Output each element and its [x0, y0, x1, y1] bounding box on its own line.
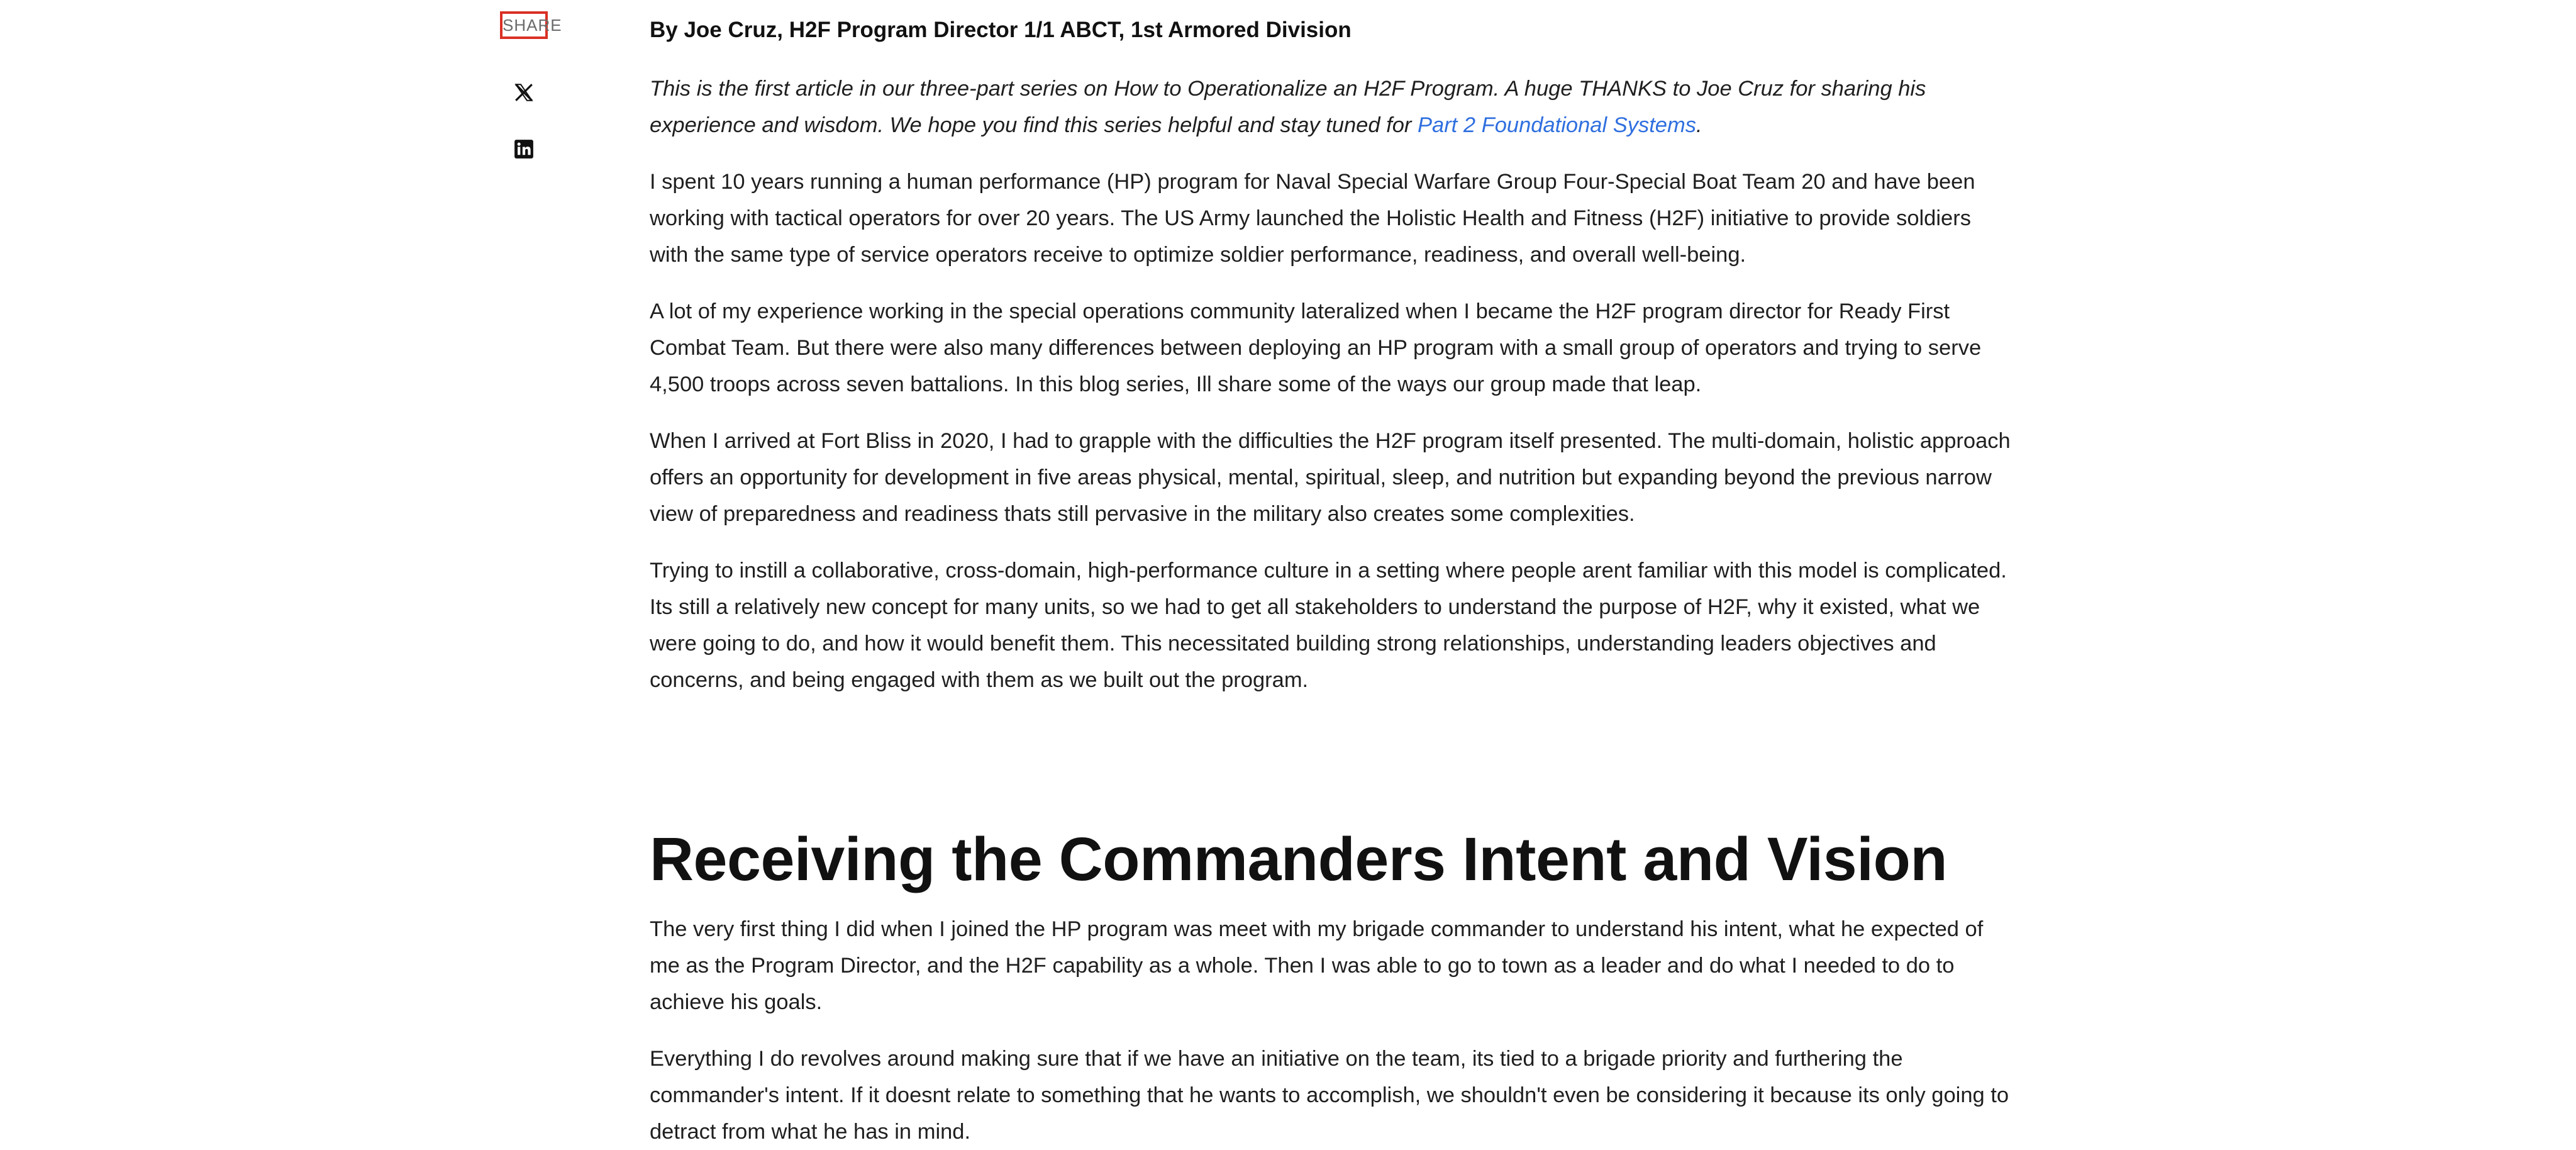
section-paragraphs [650, 911, 2014, 1150]
intro-text: This is the first article in our three-part series on How to Operationalize an H2F Program. A huge THANKS to Joe Cruz for sharing his experience and wisdom. We hope you find this series helpful and stay tuned for [650, 77, 1926, 137]
x-twitter-icon[interactable] [513, 82, 535, 103]
paragraph: When I arrived at Fort Bliss in 2020, I had to grapple with the difficulties the H2F program itself presented. The multi-domain, holistic approach offers an opportunity for development in five areas physical, mental, spiritual, sleep, and nutrition but expanding beyond the previous narrow view of preparedness and readiness thats still pervasive in the military also creates some complexities. [650, 429, 2011, 526]
part-2-link[interactable]: Part 2 Foundational Systems [1418, 113, 1696, 137]
paragraph: Everything I do revolves around making sure that if we have an initiative on the team, its tied to a brigade priority and furthering the commander's intent. If it doesnt relate to something that he wants to accomplish, we shouldn't even be considering it because its only going to detract from what he has in mind. [650, 1047, 2009, 1144]
share-rail [500, 11, 562, 160]
section-heading: Receiving the Commanders Intent and Vision [650, 825, 1948, 893]
intro-after: . [1696, 113, 1702, 137]
share-label: SHARE [500, 11, 548, 39]
intro-paragraph [650, 70, 2014, 143]
linkedin-icon[interactable] [513, 138, 535, 160]
byline: By Joe Cruz, H2F Program Director 1/1 ABCT, 1st Armored Division [650, 18, 1352, 42]
paragraph: A lot of my experience working in the special operations community lateralized when I became the H2F program director for Ready First Combat Team. But there were also many differences between deploying an HP program with a small group of operators and trying to serve 4,500 troops across seven battalions. In this blog series, Ill share some of the ways our group made that leap. [650, 299, 1982, 396]
paragraph: I spent 10 years running a human performance (HP) program for Naval Special Warfare Group Four-Special Boat Team 20 and have been working with tactical operators for over 20 years. The US Army launched the Holistic Health and Fitness (H2F) initiative to provide soldiers with the same type of service operators receive to optimize soldier performance, readiness, and overall well-being. [650, 170, 1975, 267]
article-body [650, 0, 2014, 1150]
paragraph: The very first thing I did when I joined the HP program was meet with my brigade commander to understand his intent, what he expected of me as the Program Director, and the H2F capability as a whole. Then I was able to go to town as a leader and do what I needed to do to achieve his goals. [650, 917, 1984, 1014]
paragraph: Trying to instill a collaborative, cross-domain, high-performance culture in a setting where people arent familiar with this model is complicated. Its still a relatively new concept for many units, so we had to get all stakeholders to understand the purpose of H2F, why it existed, what we were going to do, and how it would benefit them. This necessitated building strong relationships, understanding leaders objectives and concerns, and being engaged with them as we built out the program. [650, 559, 2007, 692]
body-paragraphs [650, 164, 2014, 698]
